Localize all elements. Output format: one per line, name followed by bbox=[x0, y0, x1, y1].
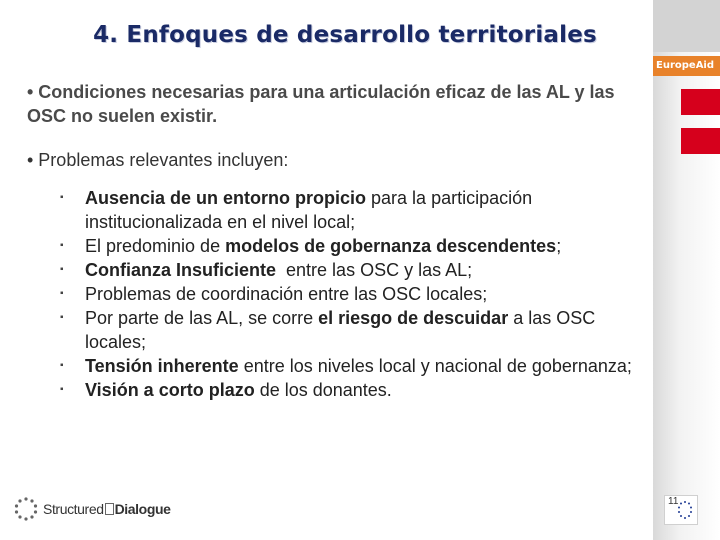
square-bullet-icon: ▪ bbox=[60, 360, 64, 371]
bullet-text: de los donantes. bbox=[254, 380, 392, 400]
list-item bbox=[60, 378, 645, 402]
list-item bbox=[60, 354, 645, 378]
bullet-text: entre las OSC y las AL; bbox=[276, 260, 473, 280]
logo-text-right: Dialogue bbox=[114, 501, 171, 517]
list-item bbox=[60, 282, 645, 306]
list-item bbox=[60, 234, 645, 258]
list-item bbox=[60, 186, 645, 234]
bullet-emphasis: Tensión inherente bbox=[85, 356, 239, 376]
bullet-emphasis: Ausencia de un entorno propicio bbox=[85, 188, 367, 208]
bullet-emphasis: el riesgo de descuidar bbox=[318, 308, 509, 328]
eu-stars-icon bbox=[665, 496, 697, 524]
slide-title: 4. Enfoques de desarrollo territoriales bbox=[93, 22, 597, 48]
list-item bbox=[60, 258, 645, 282]
bullet-text: para la participación institucionalizada en el nivel local; bbox=[85, 188, 533, 232]
europeaid-tag: EuropeAid bbox=[653, 56, 720, 76]
lead-point: • Problemas relevantes incluyen: bbox=[27, 150, 289, 170]
bullet-text: entre los niveles local y nacional de gobernanza; bbox=[238, 356, 632, 376]
logo-wordmark bbox=[43, 501, 171, 517]
page-number: 11 bbox=[668, 496, 679, 507]
intro-point: • Condiciones necesarias para una articulación eficaz de las AL y las OSC no suelen existir. bbox=[27, 82, 615, 126]
bullet-emphasis: Visión a corto plazo bbox=[85, 380, 255, 400]
logo-text-left: Structured bbox=[43, 501, 104, 517]
bullet-emphasis: Confianza Insuficiente bbox=[85, 260, 277, 280]
dotted-circle-logo-icon bbox=[13, 496, 39, 522]
logo-square bbox=[105, 503, 114, 515]
list-item bbox=[60, 306, 645, 354]
bullet-text: a las OSC locales; bbox=[85, 308, 596, 352]
bullet-text: Problemas de coordinación entre las OSC locales; bbox=[85, 284, 488, 304]
accent-red-block-1 bbox=[681, 89, 720, 115]
square-bullet-icon: ▪ bbox=[60, 192, 64, 203]
bullet-text: El predominio de bbox=[85, 236, 226, 256]
page-badge bbox=[664, 495, 698, 525]
bullet-emphasis: modelos de gobernanza descendentes bbox=[225, 236, 557, 256]
square-bullet-icon: ▪ bbox=[60, 312, 64, 323]
bullet-text: Por parte de las AL, se corre bbox=[85, 308, 319, 328]
square-bullet-icon: ▪ bbox=[60, 288, 64, 299]
square-bullet-icon: ▪ bbox=[60, 384, 64, 395]
brand-side-panel bbox=[653, 0, 720, 540]
square-bullet-icon: ▪ bbox=[60, 264, 64, 275]
accent-red-block-2 bbox=[681, 128, 720, 154]
square-bullet-icon: ▪ bbox=[60, 240, 64, 251]
problem-list bbox=[60, 186, 645, 402]
bullet-text: ; bbox=[556, 236, 562, 256]
structured-dialogue-logo bbox=[13, 494, 171, 524]
